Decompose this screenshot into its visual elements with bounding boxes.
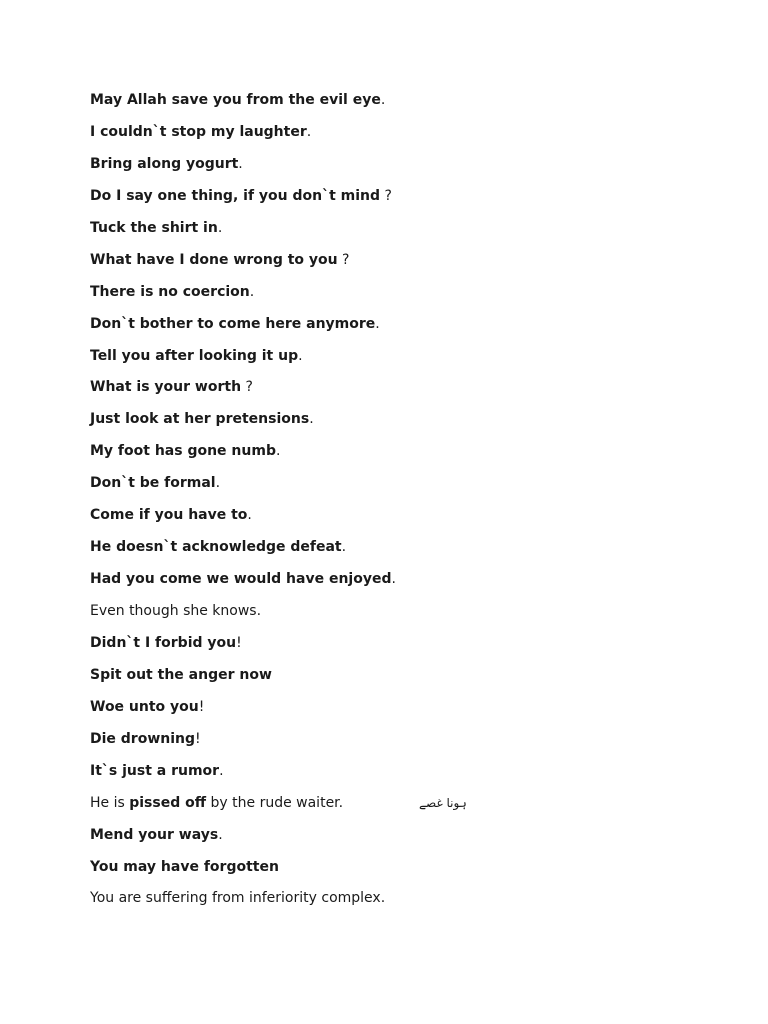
phrase-punctuation: . [341, 539, 347, 556]
phrase-punctuation: ? [380, 187, 392, 204]
phrase-line [90, 633, 710, 665]
phrase-prefix: He is [90, 794, 130, 811]
phrase-line [90, 857, 710, 889]
phrase-text: Woe unto you [90, 698, 199, 715]
phrase-list [90, 90, 710, 920]
phrase-text: Bring along yogurt [90, 155, 239, 172]
phrase-punctuation: . [247, 507, 252, 524]
urdu-translation: ہونا غصے [419, 795, 467, 810]
phrase-punctuation: . [238, 155, 243, 172]
phrase-text: There is no coercion [90, 283, 250, 300]
phrase-text: My foot has gone numb [90, 443, 276, 460]
phrase-punctuation: . [309, 411, 314, 428]
phrase-punctuation: . [219, 762, 224, 779]
phrase-highlight: pissed off [129, 794, 207, 811]
phrase-line [90, 729, 710, 761]
phrase-line [90, 473, 710, 505]
phrase-line [90, 697, 710, 729]
phrase-text: Die drowning [90, 730, 196, 747]
phrase-text: I couldn`t stop my laughter [90, 123, 307, 140]
phrase-text: Don`t bother to come here anymore [90, 315, 376, 332]
phrase-text: Even though she knows. [90, 603, 262, 619]
phrase-line [90, 537, 710, 569]
phrase-suffix: by the rude waiter. [206, 794, 344, 811]
phrase-text: He doesn`t acknowledge defeat [90, 539, 342, 556]
phrase-text: You may have forgotten [90, 858, 279, 875]
phrase-punctuation: ? [337, 251, 350, 268]
phrase-line [90, 441, 710, 473]
phrase-punctuation: . [249, 283, 255, 300]
phrase-line-plain [90, 601, 710, 633]
phrase-text: Tell you after looking it up [90, 347, 299, 364]
phrase-punctuation: ! [236, 634, 242, 651]
phrase-text: It`s just a rumor [90, 762, 220, 779]
phrase-punctuation: . [218, 826, 223, 843]
phrase-punctuation: ? [241, 379, 253, 396]
phrase-line [90, 505, 710, 537]
phrase-punctuation: . [380, 92, 386, 108]
phrase-text: Don`t be formal [90, 475, 216, 492]
phrase-text: Had you come we would have enjoyed [90, 571, 392, 588]
phrase-line [90, 218, 710, 250]
phrase-punctuation: . [306, 123, 312, 140]
phrase-punctuation: . [298, 347, 303, 364]
phrase-punctuation: ! [195, 730, 201, 747]
phrase-line [90, 90, 710, 122]
phrase-line [90, 282, 710, 314]
phrase-line [90, 409, 710, 441]
phrase-text: Mend your ways [90, 826, 219, 843]
phrase-line [90, 569, 710, 601]
phrase-text: What have I done wrong to you [90, 251, 338, 268]
phrase-line [90, 122, 710, 154]
phrase-text: What is your worth [90, 379, 242, 396]
phrase-punctuation: . [391, 571, 396, 588]
phrase-line [90, 314, 710, 346]
phrase-punctuation: . [217, 219, 223, 236]
phrase-punctuation: . [375, 315, 380, 332]
phrase-line [90, 825, 710, 857]
phrase-text: You are suffering from inferiority complex. [90, 890, 386, 907]
phrase-text: May Allah save you from the evil eye [90, 92, 381, 108]
phrase-line-plain [90, 888, 710, 920]
phrase-text: Do I say one thing, if you don`t mind [90, 187, 381, 204]
phrase-punctuation: . [215, 475, 221, 492]
phrase-line [90, 346, 710, 378]
phrase-line [90, 154, 710, 186]
phrase-text: Didn`t I forbid you [90, 634, 237, 651]
phrase-text: Come if you have to [90, 507, 248, 524]
phrase-text: Just look at her pretensions [90, 411, 310, 428]
phrase-line [90, 665, 710, 697]
phrase-line [90, 377, 710, 409]
phrase-line [90, 761, 710, 793]
phrase-line [90, 250, 710, 282]
phrase-punctuation: ! [198, 698, 205, 715]
phrase-line [90, 186, 710, 218]
phrase-line-mixed [90, 793, 710, 825]
phrase-text: Spit out the anger now [90, 666, 272, 683]
phrase-punctuation: . [275, 443, 281, 460]
phrase-text: Tuck the shirt in [90, 219, 218, 236]
